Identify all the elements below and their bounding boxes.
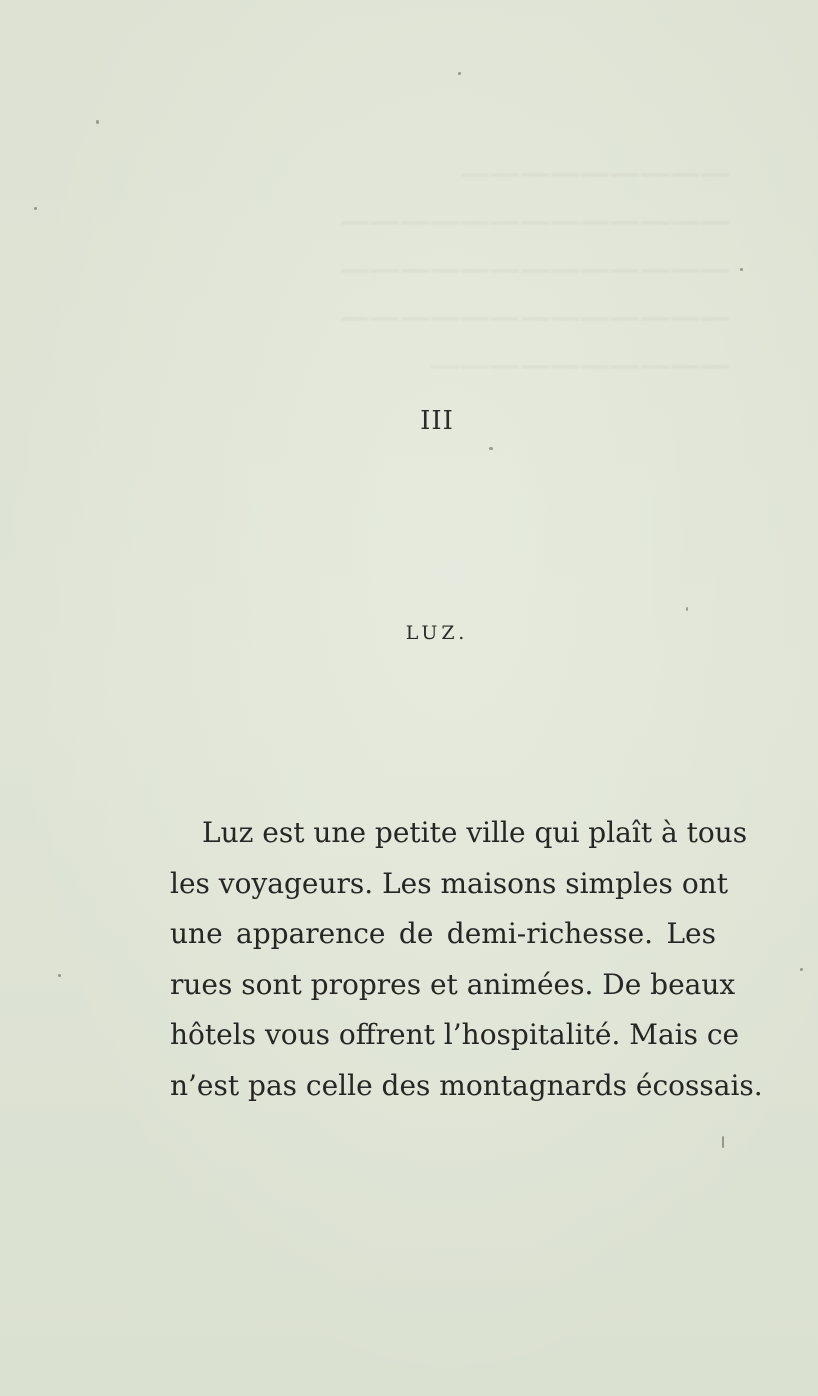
chapter-number: III xyxy=(420,406,454,436)
paper-speck xyxy=(458,72,461,75)
paragraph-line: hôtels vous offrent l’hospitalité. Mais ce xyxy=(170,1018,740,1051)
paragraph-line: une apparence de demi-richesse. Les xyxy=(170,917,716,950)
paragraph-line: Luz est une petite ville qui plaît à tous xyxy=(202,816,748,849)
paper-speck xyxy=(800,968,803,971)
body-paragraph xyxy=(170,808,763,1111)
show-through-text: ————————— ————————————— ————————————— ————————————— —————————— xyxy=(340,156,730,383)
paper-speck xyxy=(96,120,99,124)
paragraph-line: les voyageurs. Les maisons simples ont xyxy=(170,866,728,900)
paper-speck xyxy=(740,268,743,271)
paper-speck xyxy=(722,1136,724,1148)
paper-speck xyxy=(34,207,37,210)
paper-speck xyxy=(489,447,493,450)
paragraph-line: rues sont propres et animées. De beaux xyxy=(170,967,736,1001)
chapter-title: LUZ. xyxy=(405,622,469,644)
paper-speck xyxy=(686,607,688,611)
paragraph-line: n’est pas celle des montagnards écossais. xyxy=(170,1068,763,1102)
paper-speck xyxy=(58,974,61,977)
